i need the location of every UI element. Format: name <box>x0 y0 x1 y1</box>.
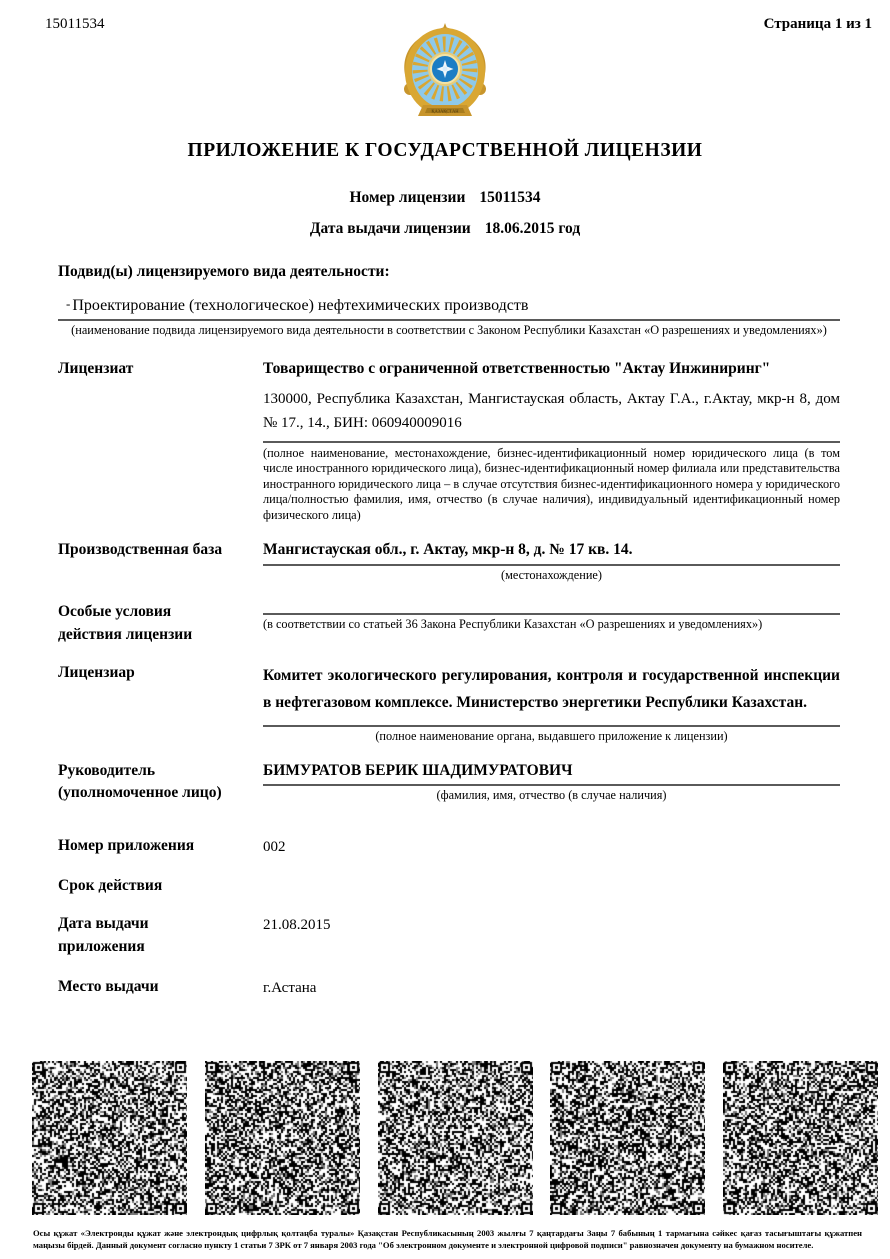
divider-rule <box>58 319 840 321</box>
divider-rule <box>263 564 840 566</box>
production-base-label: Производственная база <box>58 541 223 559</box>
subtype-caption: (наименование подвида лицензируемого вида деятельности в соответствии с Законом Республики Казахстан «О разрешениях и уведомлениях») <box>71 323 827 337</box>
issue-place-value: г.Астана <box>263 980 317 997</box>
head-row <box>58 760 840 805</box>
attachment-date-value: 21.08.2015 <box>263 917 331 934</box>
footer-disclaimer: Осы құжат «Электронды құжат және электрондық цифрлық қолтаңба туралы» Қазақстан Республикасының 2003 жылғы 7 қаңтардағы Заңы 7 бабының 1 тармағына сәйкес қағаз тасығыштағы құжатпен маңызы бірдей. Данный документ согласно пункту 1 статьи 7 ЗРК от 7 января 2003 года "Об электронном документе и электронной цифровой подписи" равнозначен документу на бумажном носителе. <box>33 1228 862 1251</box>
subtype-item: - Проектирование (технологическое) нефтехимических производств <box>66 296 529 314</box>
divider-rule <box>263 613 840 615</box>
licensee-name: Товарищество с ограниченной ответственностью "Актау Инжиниринг" <box>263 360 771 378</box>
divider-rule <box>263 441 840 443</box>
validity-value <box>263 875 840 897</box>
production-base-row <box>58 539 840 583</box>
head-caption: (фамилия, имя, отчество (в случае наличия) <box>436 788 667 803</box>
special-conditions-caption: (в соответствии со статьей 36 Закона Республики Казахстан «О разрешениях и уведомлениях») <box>263 617 763 632</box>
license-number-value: 15011534 <box>479 189 541 206</box>
licensor-value: Комитет экологического регулирования, контроля и государственной инспекции в нефтегазовом комплексе. Министерство энергетики Республики Казахстан. <box>263 667 840 712</box>
attachment-date-row <box>58 913 840 958</box>
attachment-number-value: 002 <box>263 838 286 855</box>
production-base-value: Мангистауская обл., г. Актау, мкр-н 8, д. № 17 кв. 14. <box>263 541 633 559</box>
kazakhstan-emblem-icon <box>397 22 493 127</box>
licensee-address: 130000, Республика Казахстан, Мангистауская область, Актау Г.А., г.Актау, мкр-н 8, дом № 17., 14., БИН: 060940009016 <box>263 390 840 431</box>
subtype-heading: Подвид(ы) лицензируемого вида деятельности: <box>58 263 390 280</box>
qr-stamp <box>32 1061 187 1215</box>
licensee-caption: (полное наименование, местонахождение, бизнес-идентификационный номер юридического лица (в том числе иностранного юридического лица), бизнес-идентификационный номер филиала или представительства иностранного юридического лица – в случае отсутствия бизнес-идентификационного номера у юридического лица/полностью фамилия, имя, отчество (в случае наличия), индивидуальный идентификационный номер физического лица) <box>263 445 840 522</box>
head-label: Руководитель (уполномоченное лицо) <box>58 762 222 802</box>
validity-label: Срок действия <box>58 876 163 894</box>
emblem-banner-text: ҚАЗАҚСТАН <box>431 108 459 114</box>
license-date-line <box>0 220 890 238</box>
attachment-date-label: Дата выдачи приложения <box>58 915 149 955</box>
special-conditions-label: Особые условия действия лицензии <box>58 603 193 643</box>
licensor-label: Лицензиар <box>58 664 135 682</box>
qr-stamp <box>550 1061 705 1215</box>
page-header <box>0 0 890 120</box>
validity-row <box>58 875 840 897</box>
licensor-row <box>58 662 840 744</box>
qr-stamp <box>205 1061 360 1215</box>
page-indicator: Страница 1 из 1 <box>763 16 872 32</box>
divider-rule <box>263 725 840 727</box>
qr-stamp <box>723 1061 878 1215</box>
license-number-label: Номер лицензии <box>349 189 466 206</box>
license-date-label: Дата выдачи лицензии <box>309 220 471 237</box>
head-value: БИМУРАТОВ БЕРИК ШАДИМУРАТОВИЧ <box>263 762 573 779</box>
production-base-caption: (местонахождение) <box>501 567 602 582</box>
license-date-value: 18.06.2015 год <box>484 220 581 237</box>
issue-place-label: Место выдачи <box>58 978 159 996</box>
page-title: ПРИЛОЖЕНИЕ К ГОСУДАРСТВЕННОЙ ЛИЦЕНЗИИ <box>187 140 703 161</box>
signature-stamps-row <box>32 1061 878 1215</box>
special-conditions-row <box>58 601 840 646</box>
divider-rule <box>263 784 840 786</box>
licensor-caption: (полное наименование органа, выдавшего приложение к лицензии) <box>375 728 728 743</box>
attachment-number-row <box>58 835 840 859</box>
licensee-row <box>58 358 840 523</box>
doc-number: 15011534 <box>45 16 105 32</box>
licensee-label: Лицензиат <box>58 360 134 378</box>
issue-place-row <box>58 976 840 1000</box>
attachment-number-label: Номер приложения <box>58 836 195 854</box>
license-number-line <box>0 189 890 207</box>
list-dash-marker: - <box>66 296 71 311</box>
qr-stamp <box>378 1061 533 1215</box>
